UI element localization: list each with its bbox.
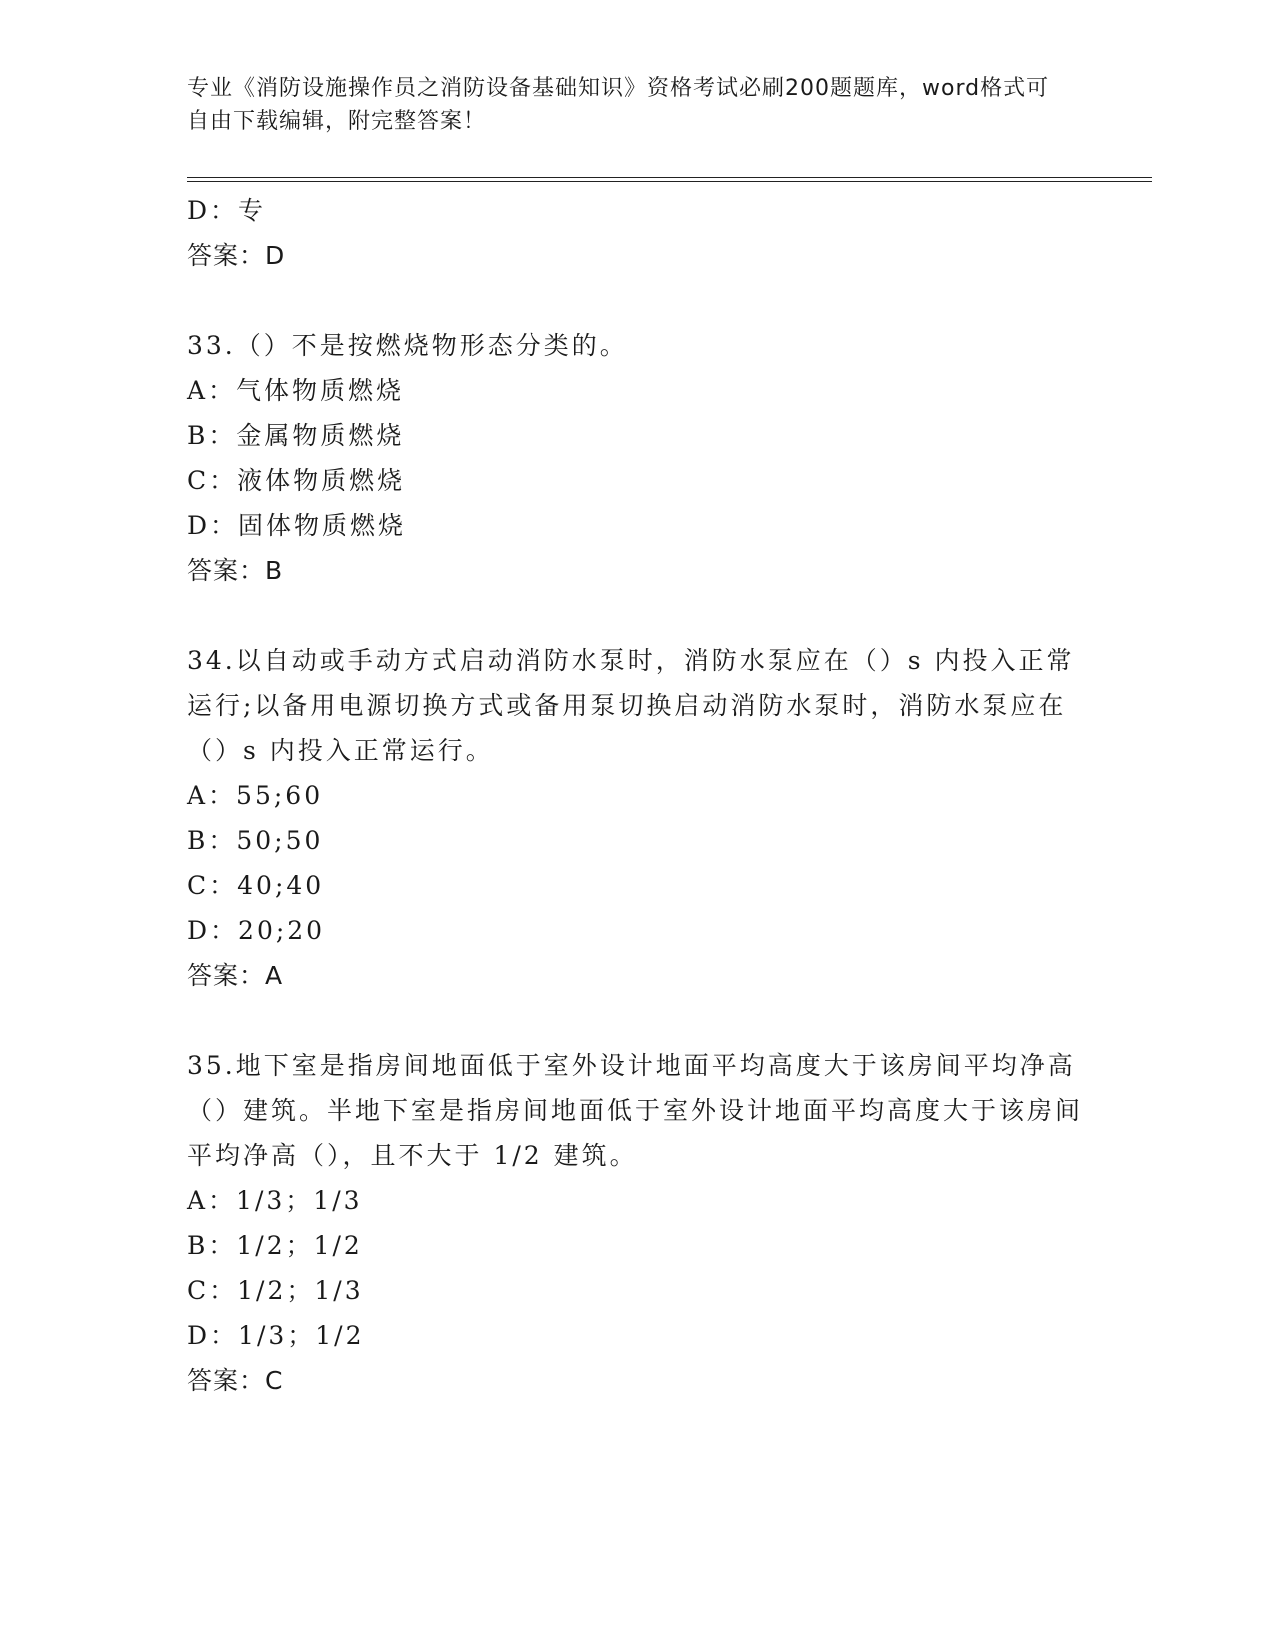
option-d: D：固体物质燃烧	[187, 511, 407, 540]
question-34	[187, 638, 1087, 998]
option-b: B：金属物质燃烧	[187, 421, 405, 450]
option-a: A：55;60	[187, 781, 324, 810]
answer-label: 答案：	[187, 961, 266, 990]
answer-value: C	[265, 1366, 284, 1395]
question-33	[187, 323, 1087, 593]
question-stem: 33.（）不是按燃烧物形态分类的。	[187, 331, 628, 360]
answer-label: 答案：	[187, 241, 266, 270]
answer-value: A	[265, 961, 284, 990]
answer-value: D	[265, 241, 286, 270]
answer-value: B	[265, 556, 284, 585]
option-c: C：40;40	[187, 871, 325, 900]
question-answer	[187, 953, 1087, 998]
question-stem: 34.以自动或手动方式启动消防水泵时，消防水泵应在（）s 内投入正常运行;以备用电源切换方式或备用泵切换启动消防水泵时，消防水泵应在（）s 内投入正常运行。	[187, 646, 1075, 765]
document-header: 专业《消防设施操作员之消防设备基础知识》资格考试必刷200题题库，word格式可自由下载编辑，附完整答案！	[187, 76, 1050, 134]
option-b: B：1/2；1/2	[187, 1231, 363, 1260]
question-answer	[187, 1358, 1087, 1403]
option-d: D：1/3；1/2	[187, 1321, 365, 1350]
prev-option-d: D：专	[187, 196, 267, 225]
answer-label: 答案：	[187, 556, 266, 585]
option-a: A：气体物质燃烧	[187, 376, 405, 405]
option-a: A：1/3；1/3	[187, 1186, 363, 1215]
option-c: C：1/2；1/3	[187, 1276, 364, 1305]
option-d: D：20;20	[187, 916, 326, 945]
header-rule-top	[187, 177, 1152, 178]
question-list	[187, 188, 1087, 1403]
question-stem: 35.地下室是指房间地面低于室外设计地面平均高度大于该房间平均净高（）建筑。半地下室是指房间地面低于室外设计地面平均高度大于该房间平均净高（），且不大于 1/2 建筑。	[187, 1051, 1084, 1170]
header-rule-bottom	[187, 181, 1152, 182]
question-answer	[187, 548, 1087, 593]
option-c: C：液体物质燃烧	[187, 466, 406, 495]
prev-answer	[187, 233, 1087, 278]
question-35	[187, 1043, 1087, 1403]
option-b: B：50;50	[187, 826, 324, 855]
answer-label: 答案：	[187, 1366, 266, 1395]
